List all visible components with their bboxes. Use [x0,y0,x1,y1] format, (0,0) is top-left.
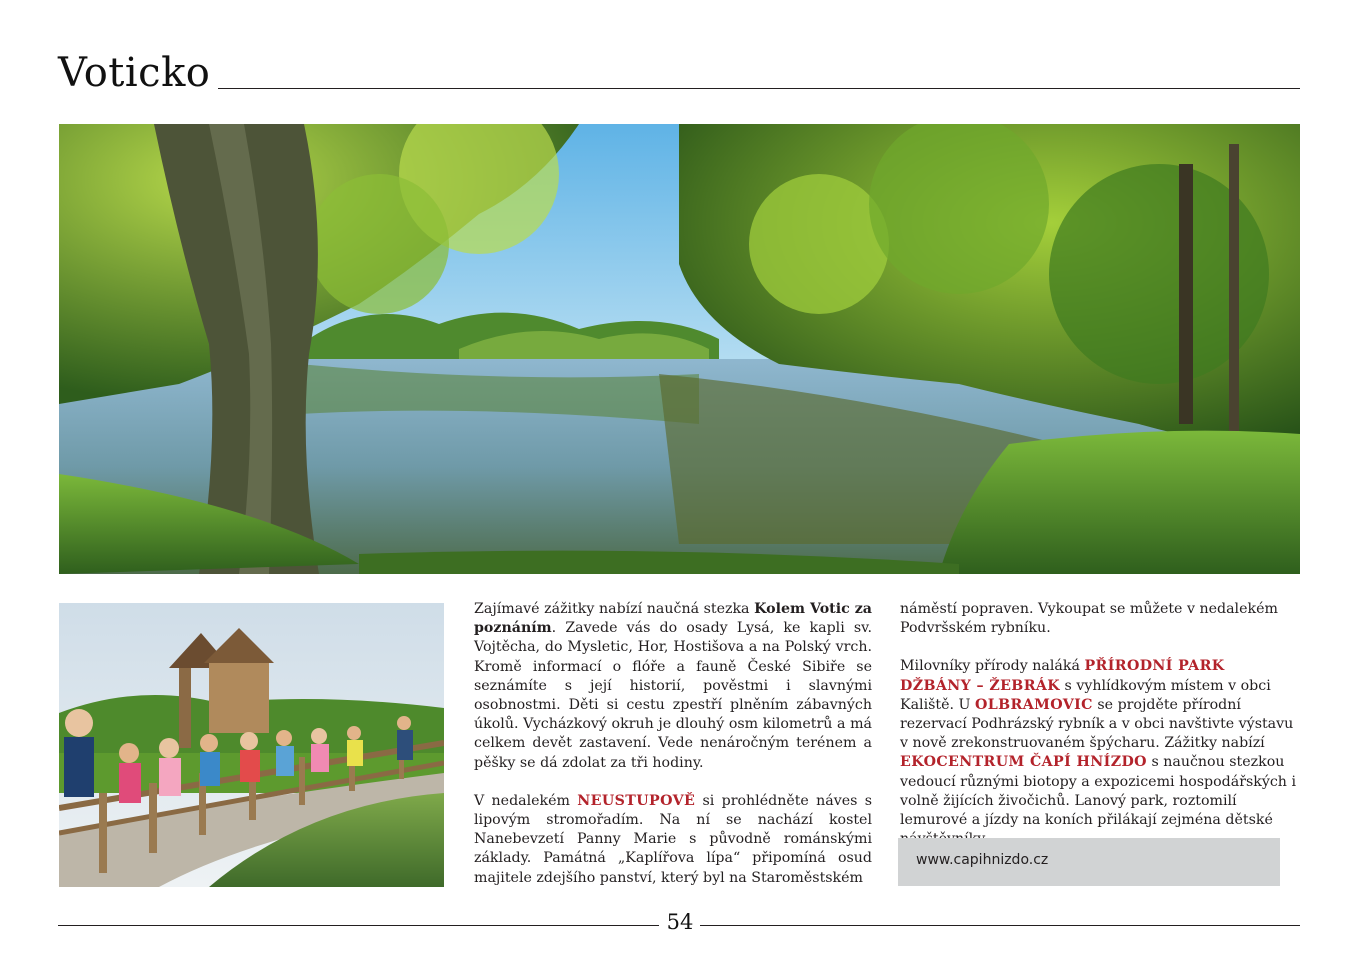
highlight-olbramovic: OLBRAMOVIC [975,696,1093,713]
text-column-left [474,600,872,888]
website-link[interactable]: www.capihnizdo.cz [916,852,1049,868]
highlight-neustupov: NEUSTUPOVĚ [577,792,696,809]
info-box [898,838,1280,886]
paragraph-stezka: Zajímavé zážitky nabízí naučná stezka Kolem Votic za poznáním. Zavede vás do osady Lysá, ke kapli sv. Vojtěcha, do Mysletic, Hor, Hostišova a na Polský vrch. Kromě informací o flóře a fauně České Sibiře se seznámíte s její historií, pověstmi i slavnými osobnostmi. Děti si cestu zpestří plněním zábavných úkolů. Vycházkový okruh je dlouhý osm kilometrů a má celkem devět zastavení. Vede nenáročným terénem a pěšky se dá zdolat za tři hodiny. [474,601,872,771]
page-number: 54 [666,910,694,934]
footer-rule-left [58,925,659,926]
text-column-right [900,600,1300,849]
paragraph-nature: Milovníky přírody naláká PŘÍRODNÍ PARK DŽBÁNY – ŽEBRÁK s vyhlídkovým místem v obci Kaliště. U OLBRAMOVIC se projděte přírodní rezervací Podhrázský rybník a v obci navštivte výstavu v nově zrekonstruovaném špýcharu. Zážitky nabízí EKOCENTRUM ČAPÍ HNÍZDO s naučnou stezkou vedoucí různými biotopy a expozicemi hospodářských i volně žijících živočichů. Lanový park, roztomilí lemurové a jízdy na koních přilákají zejména dětské [900,658,1296,829]
highlight-park: PŘÍRODNÍ PARK DŽBÁNY – ŽEBRÁK [900,658,1225,694]
footer-rule-right [700,925,1300,926]
paragraph-continuation: náměstí popraven. Vykoupat se můžete v nedalekém Podvršském rybníku. [900,601,1278,637]
page-title: Voticko [58,50,211,96]
lake-photo [59,124,1300,574]
title-rule [218,88,1300,89]
children-photo [59,603,444,887]
trail-name: Kolem Votic za poznáním [474,601,872,637]
highlight-ekocentrum: EKOCENTRUM ČAPÍ HNÍZDO [900,754,1147,771]
paragraph-neustupov: V nedalekém NEUSTUPOVĚ si prohlédněte náves s lipovým stromořadím. Na ní se nachází kostel Nanebevzetí Panny Marie s původně románskými základy. Památná „Kaplířova lípa“ připomíná osud majitele zdejšího panství, který byl na Staroměstském [474,792,872,886]
